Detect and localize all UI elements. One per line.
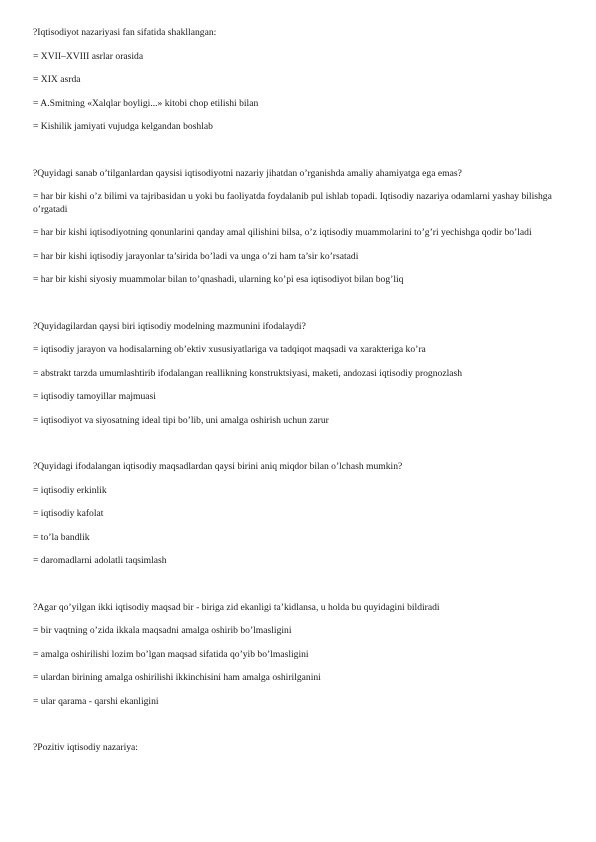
question-text: ?Quyidagi sanab o’tilganlardan qaysisi iqtisodiyotni nazariy jihatdan o’rganishda amaliy ahamiyatga ega emas? xyxy=(33,167,462,179)
answer-option: = iqtisodiy tamoyillar majmuasi xyxy=(33,391,156,402)
question-block xyxy=(33,742,566,755)
answer-option: = iqtisodiyot va siyosatning ideal tipi bo’lib, uni amalga oshirish uchun zarur xyxy=(33,414,329,426)
spacer xyxy=(33,298,566,321)
answer-option: = XIX asrda xyxy=(33,74,81,85)
answer-option: = har bir kishi o’z bilimi va tajribasidan u yoki bu faoliyatda foydalanib pul ishlab topadi. Iqtisodiy nazariya odamlarni yashay bilishga o’rgatadi xyxy=(33,191,552,215)
spacer xyxy=(33,145,566,168)
question-block xyxy=(33,168,566,287)
answer-option: = har bir kishi iqtisodiy jarayonlar ta’sirida bo’ladi va unga o’zi ham ta’sir ko’rsatadi xyxy=(33,250,359,262)
answer-option: = har bir kishi siyosiy muammolar bilan to’qnashadi, ularning ko’pi esa iqtisodiyot bilan bog’liq xyxy=(33,274,404,285)
spacer xyxy=(33,438,566,461)
answer-option: = iqtisodiy jarayon va hodisalarning ob’ektiv xususiyatlariga va tadqiqot maqsadi va xarakteriga ko’ra xyxy=(33,344,426,355)
question-text: ?Iqtisodiyot nazariyasi fan sifatida shakllangan: xyxy=(33,27,217,38)
question-block xyxy=(33,321,566,428)
question-text: ?Quyidagilardan qaysi biri iqtisodiy modelning mazmunini ifodalaydi? xyxy=(33,320,306,332)
answer-option: = abstrakt tarzda umumlashtirib ifodalangan reallikning konstruktsiyasi, maketi, andozasi iqtisodiy prognozlash xyxy=(33,367,463,379)
question-text: ?Quyidagi ifodalangan iqtisodiy maqsadlardan qaysi birini aniq miqdor bilan o’lchash mumkin? xyxy=(33,461,403,472)
answer-option: = bir vaqtning o’zida ikkala maqsadni amalga oshirib bo’lmasligini xyxy=(33,625,292,636)
answer-option: = to’la bandlik xyxy=(33,531,90,543)
answer-option: = XVII–XVIII asrlar orasida xyxy=(33,50,144,62)
question-block xyxy=(33,602,566,709)
answer-option: = ulardan birining amalga oshirilishi ikkinchisini ham amalga oshirilganini xyxy=(33,672,321,683)
answer-option: = Kishilik jamiyati vujudga kelgandan boshlab xyxy=(33,121,213,132)
answer-option: = iqtisodiy kafolat xyxy=(33,508,104,519)
question-text: ?Agar qo’yilgan ikki iqtisodiy maqsad bir - biriga zid ekanligi ta’kidlansa, u holda bu quyidagini bildiradi xyxy=(33,601,440,613)
question-block xyxy=(33,461,566,568)
spacer xyxy=(33,579,566,602)
answer-option: = har bir kishi iqtisodiyotning qonunlarini qanday amal qilishini bilsa, o’z iqtisodiy muammolarini to’g’ri yechishga qodir bo’ladi xyxy=(33,227,532,238)
answer-option: = amalga oshirilishi lozim bo’lgan maqsad sifatida qo’yib bo’lmasligini xyxy=(33,648,309,660)
answer-option: = iqtisodiy erkinlik xyxy=(33,484,107,496)
answer-option: = A.Smitning «Xalqlar boyligi...» kitobi chop etilishi bilan xyxy=(33,97,259,109)
question-block xyxy=(33,27,566,134)
answer-option: = daromadlarni adolatli taqsimlash xyxy=(33,555,167,566)
spacer xyxy=(33,719,566,742)
answer-option: = ular qarama - qarshi ekanligini xyxy=(33,695,159,707)
question-text: ?Pozitiv iqtisodiy nazariya: xyxy=(33,742,138,753)
